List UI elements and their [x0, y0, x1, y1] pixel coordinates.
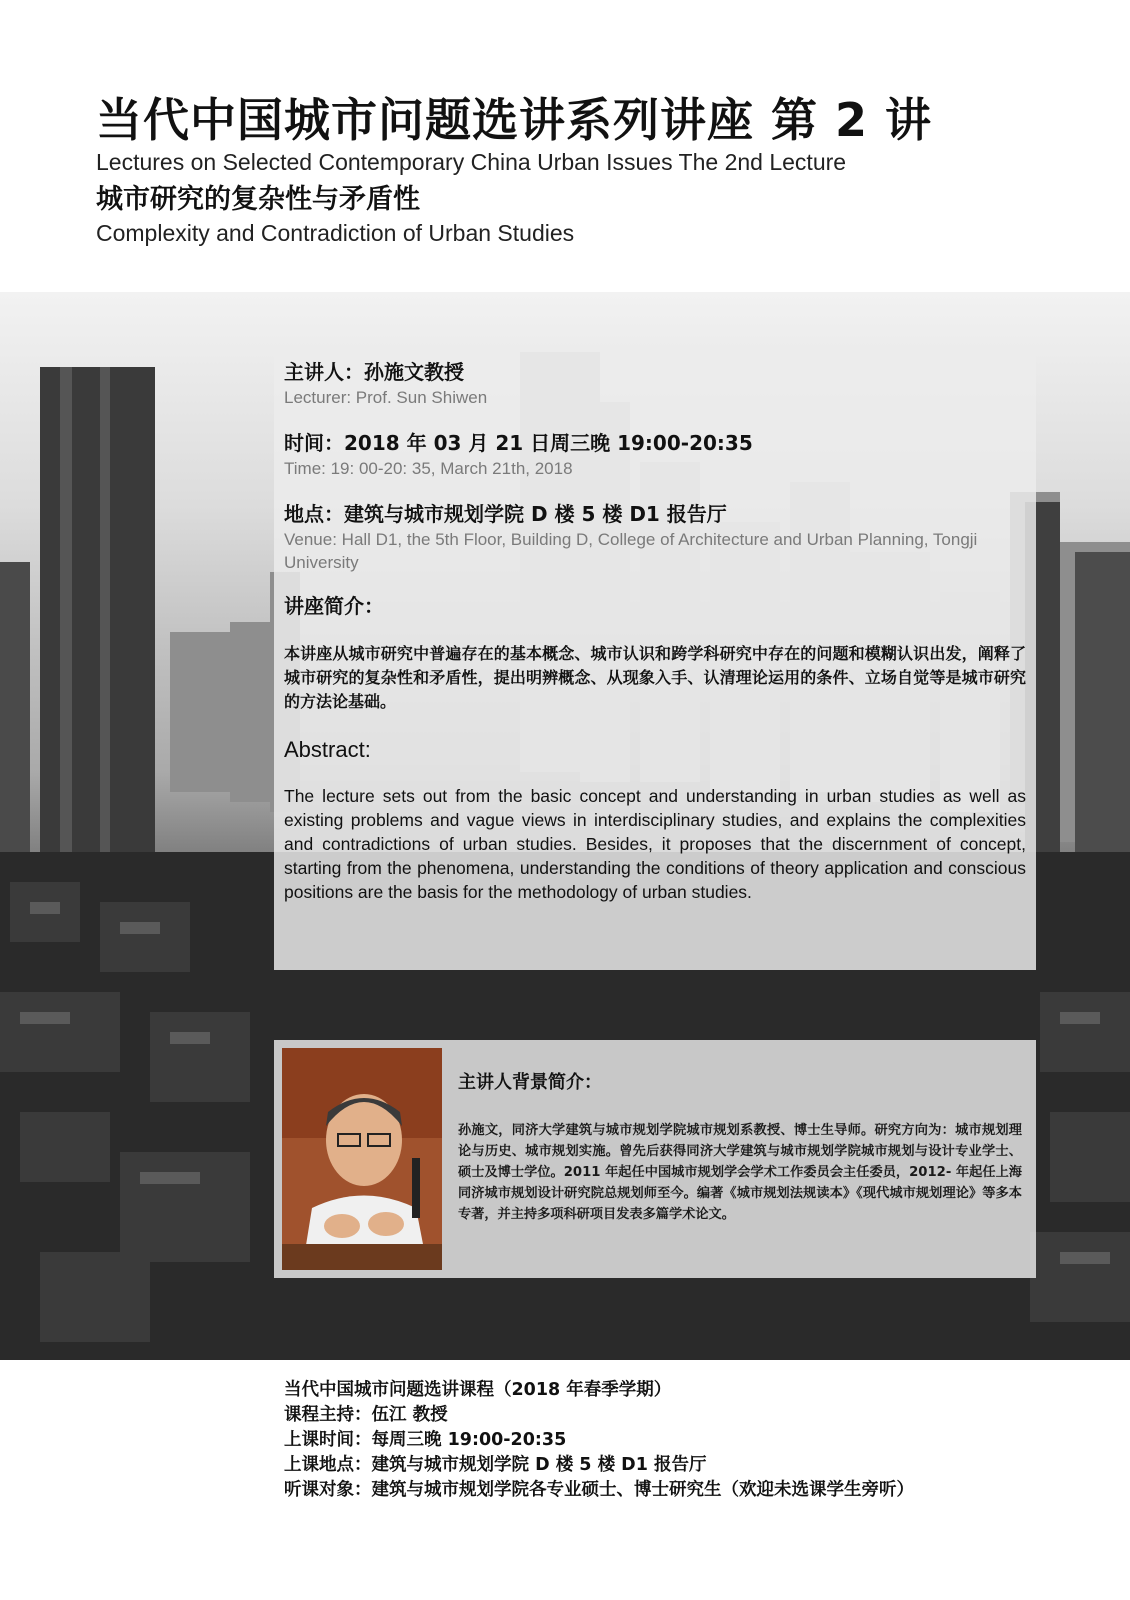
bio-text: 孙施文，同济大学建筑与城市规划学院城市规划系教授、博士生导师。研究方向为：城市规划理论与历史、城市规划实施。曾先后获得同济大学建筑与城市规划学院城市规划与设计专业学士、硕士及博士学位。2011 年起任中国城市规划学会学术工作委员会主任委员，2012- 年起任上海同济城市规划设计研究院总规划师至今。编著《城市规划法规读本》《现代城市规划理论》等多本专著，并主持多项科研项目发表多篇学术论文。	[458, 1123, 1022, 1222]
intro-label: 讲座简介：	[284, 594, 384, 618]
time-en: Time: 19: 00-20: 35, March 21th, 2018	[284, 459, 573, 478]
portrait-illustration	[282, 1048, 442, 1270]
abstract-text: The lecture sets out from the basic concept and understanding in urban studies as well as existing problems and vague views in interdisciplinary studies, and explains the complexities and contradictions of urban studies. Besides, it proposes that the discernment of concept, starting from the phenomena, understanding the conditions of theory application and conscious positions are the basis for the methodology of urban studies.	[284, 786, 1026, 902]
footer-audience: 听课对象：建筑与城市规划学院各专业硕士、博士研究生（欢迎未选课学生旁听）	[284, 1480, 914, 1500]
venue-en: Venue: Hall D1, the 5th Floor, Building D, College of Architecture and Urban Planning, Tongji University	[284, 530, 978, 572]
venue-cn: 地点：建筑与城市规划学院 D 楼 5 楼 D1 报告厅	[284, 502, 727, 526]
footer-host: 课程主持：伍江 教授	[284, 1405, 448, 1425]
abstract-label: Abstract:	[284, 737, 371, 762]
bio-title: 主讲人背景简介：	[458, 1072, 602, 1093]
lecturer-bio-panel	[274, 1040, 1036, 1278]
time-cn: 时间：2018 年 03 月 21 日周三晚 19:00-20:35	[284, 431, 753, 455]
intro-text: 本讲座从城市研究中普遍存在的基本概念、城市认识和跨学科研究中存在的问题和模糊认识出发，阐释了城市研究的复杂性和矛盾性，提出明辨概念、从现象入手、认清理论运用的条件、立场自觉等是城市研究的方法论基础。	[284, 644, 1026, 711]
subtitle-cn: 城市研究的复杂性与矛盾性	[96, 184, 420, 215]
lecturer-cn: 主讲人：孙施文教授	[284, 360, 464, 384]
title-en: Lectures on Selected Contemporary China Urban Issues The 2nd Lecture	[96, 149, 847, 175]
lecturer-en: Lecturer: Prof. Sun Shiwen	[284, 388, 488, 407]
course-footer	[284, 1378, 1084, 1503]
footer-schedule: 上课时间：每周三晚 19:00-20:35	[284, 1430, 567, 1450]
poster-header	[96, 92, 1056, 248]
title-cn: 当代中国城市问题选讲系列讲座 第 2 讲	[96, 93, 933, 147]
subtitle-en: Complexity and Contradiction of Urban Studies	[96, 220, 575, 246]
lecture-info-panel	[274, 346, 1036, 970]
footer-location: 上课地点：建筑与城市规划学院 D 楼 5 楼 D1 报告厅	[284, 1455, 707, 1475]
lecturer-portrait	[282, 1048, 442, 1270]
footer-course: 当代中国城市问题选讲课程（2018 年春季学期）	[284, 1380, 672, 1400]
